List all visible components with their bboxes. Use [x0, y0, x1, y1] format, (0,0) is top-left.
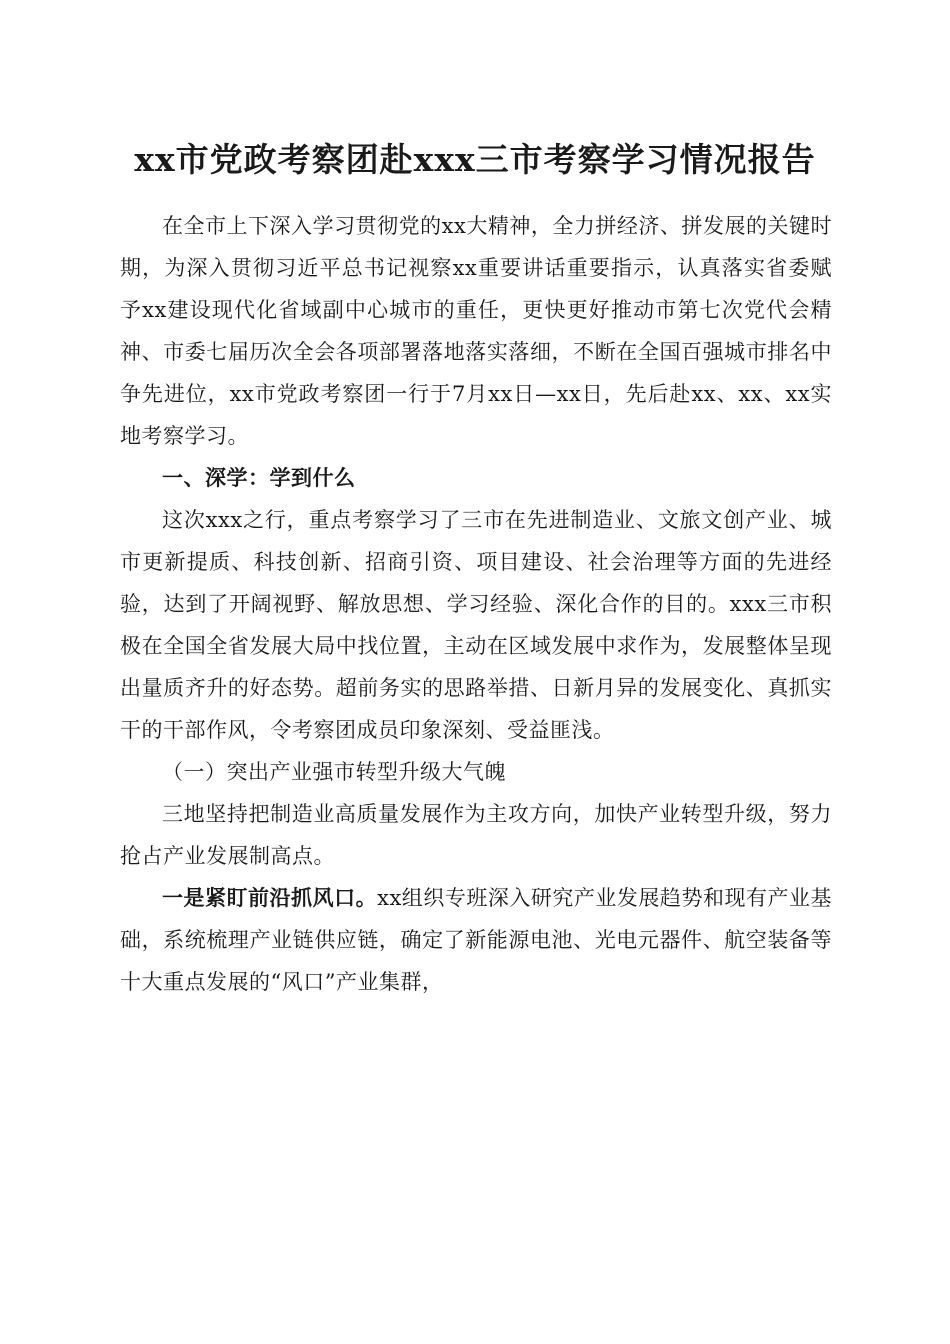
section-1-paragraph: 这次xxx之行，重点考察学习了三市在先进制造业、文旅文创产业、城市更新提质、科技创新、招商引资、项目建设、社会治理等方面的先进经验，达到了开阔视野、解放思想、学习经验、深化合作的目的。xxx三市积极在全国全省发展大局中找位置，主动在区域发展中求作为，发展整体呈现出量质齐升的好态势。超前务实的思路举措、日新月异的发展变化、真抓实干的干部作风，令考察团成员印象深刻、受益匪浅。 [120, 508, 832, 742]
intro-paragraph: 在全市上下深入学习贯彻党的xx大精神，全力拼经济、拼发展的关键时期，为深入贯彻习近平总书记视察xx重要讲话重要指示，认真落实省委赋予xx建设现代化省域副中心城市的重任，更快更好推动市第七次党代会精神、市委七届历次全会各项部署落地落实落细，不断在全国百强城市排名中争先进位，xx市党政考察团一行于7月xx日—xx日，先后赴xx、xx、xx实地考察学习。 [120, 214, 832, 448]
point-1-paragraph [120, 877, 832, 1003]
document-title: xx市党政考察团赴xxx三市考察学习情况报告 [134, 140, 816, 179]
point-1-lead: 一是紧盯前沿抓风口。 [162, 885, 378, 910]
subsection-heading-1: （一）突出产业强市转型升级大气魄 [162, 760, 506, 784]
subsection-1-paragraph: 三地坚持把制造业高质量发展作为主攻方向，加快产业转型升级，努力抢占产业发展制高点。 [120, 802, 832, 868]
section-heading-1: 一、深学：学到什么 [162, 466, 356, 490]
point-1-text: xx组织专班深入研究产业发展趋势和现有产业基础，系统梳理产业链供应链，确定了新能源电池、光电元器件、航空装备等十大重点发展的“风口”产业集群， [120, 886, 833, 994]
document-body [120, 205, 832, 1003]
